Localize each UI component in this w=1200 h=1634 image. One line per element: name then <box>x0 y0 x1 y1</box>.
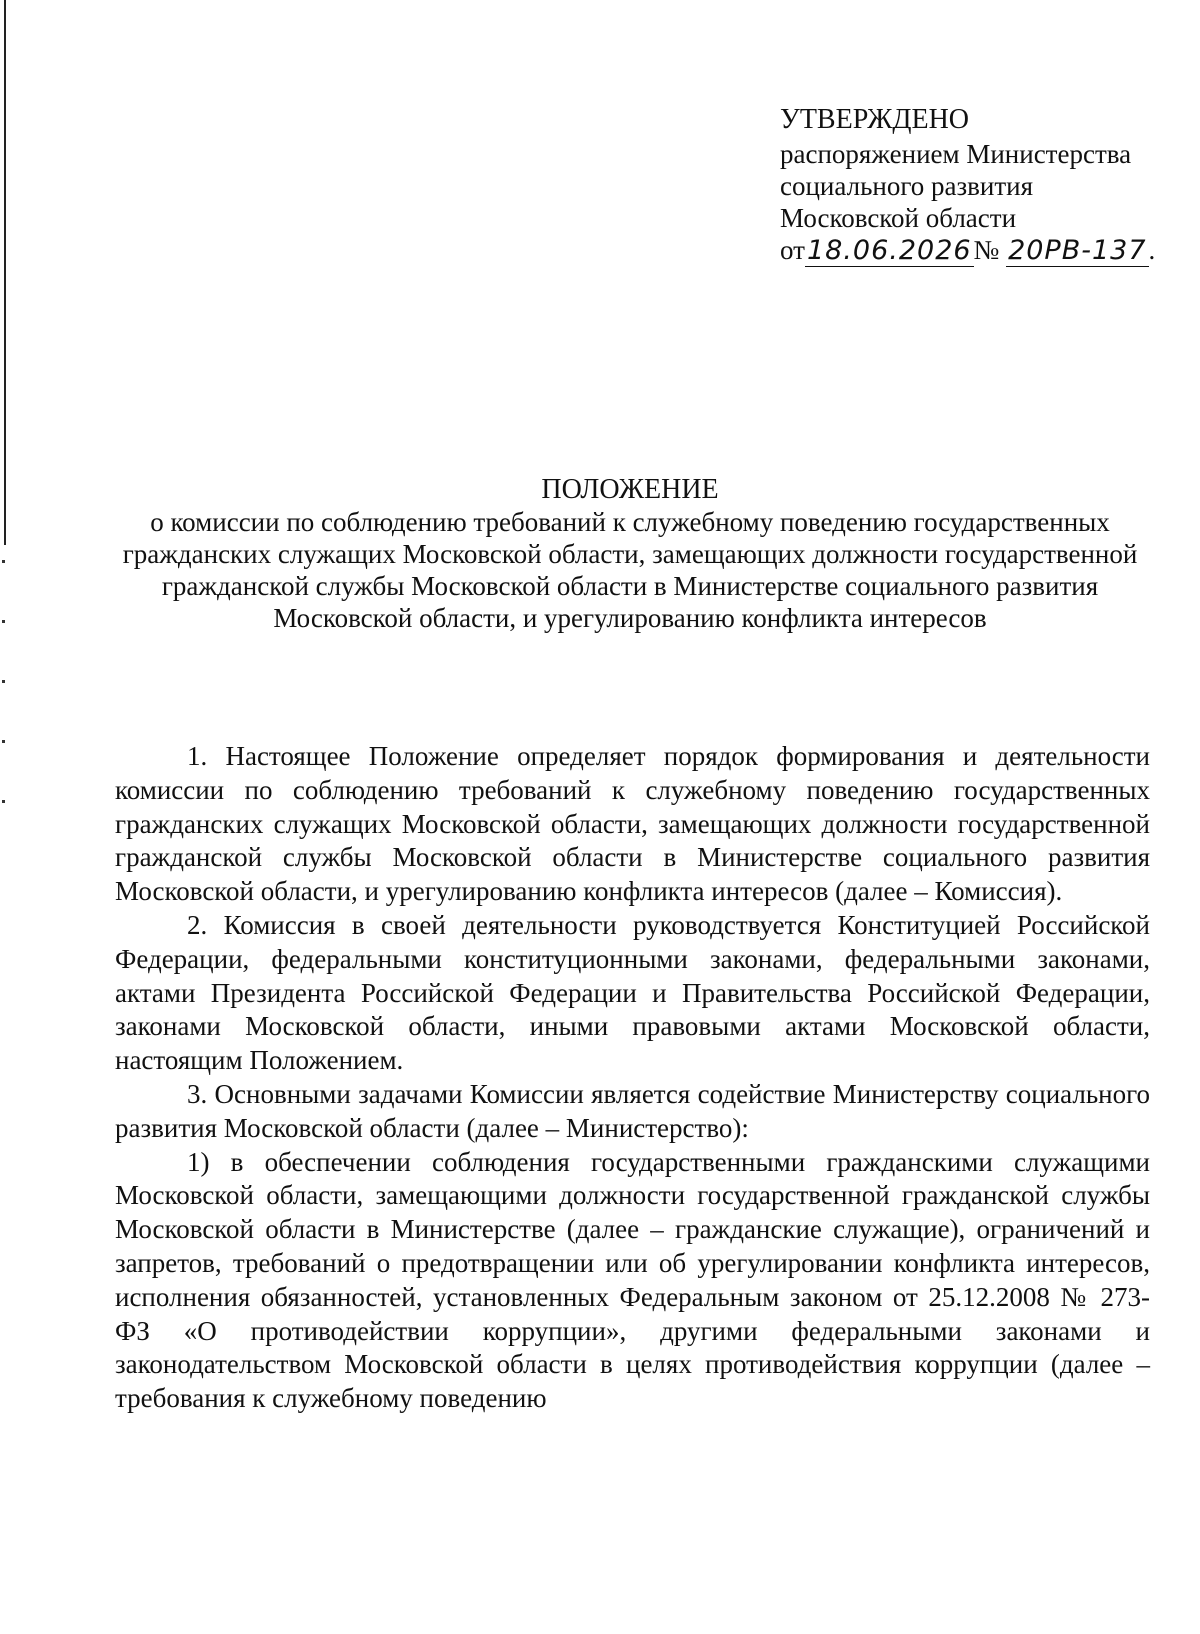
approval-heading: УТВЕРЖДЕНО <box>780 104 970 135</box>
document-title-block <box>110 474 1150 634</box>
document-body <box>115 740 1150 1416</box>
handwritten-date: 18.06.2026 <box>806 235 972 266</box>
scan-edge-marks <box>2 560 5 860</box>
approval-line-1: распоряжением Министерства <box>780 139 1132 169</box>
paragraph-3-1: 1) в обеспечении соблюдения государственными гражданскими служащими Московской области, замещающими должности государственной гражданской службы Московской области в Министерстве (далее – гражданские служащие), ограничений и запретов, требований о предотвращении или об урегулировании конфликта интересов, исполнения обязанностей, установленных Федеральным законом от 25.12.2008 № 273-ФЗ «О противодействии коррупции», другими федеральными законами и законодательством Московской области в целях противодействия коррупции (далее – требования к служебному поведению <box>115 1146 1150 1414</box>
number-prefix: № <box>973 235 1000 265</box>
approval-date-line: от18.06.2026№ 20РВ-137. <box>780 235 1156 266</box>
date-prefix: от <box>780 235 805 265</box>
document-title: ПОЛОЖЕНИЕ <box>541 474 719 505</box>
scan-edge-line <box>4 0 6 545</box>
paragraph-3: 3. Основными задачами Комиссии является содействие Министерству социального развития Московской области (далее – Министерство): <box>115 1078 1150 1143</box>
approval-line-3: Московской области <box>780 203 1017 233</box>
handwritten-number: 20РВ-137 <box>1008 235 1147 266</box>
approval-line-2: социального развития <box>780 171 1034 201</box>
approval-stamp-block <box>780 104 1190 267</box>
paragraph-1: 1. Настоящее Положение определяет порядок формирования и деятельности комиссии по соблюдению требований к служебному поведению государственных гражданских служащих Московской области, замещающих должности государственной гражданской службы Московской области в Министерстве социального развития Московской области, и урегулированию конфликта интересов (далее – Комиссия). <box>115 741 1150 907</box>
document-subtitle: о комиссии по соблюдению требований к служебному поведению государственных гражданских служащих Московской области, замещающих должности государственной гражданской службы Московской области в Министерстве социального развития Московской области, и урегулированию конфликта интересов <box>122 507 1138 633</box>
paragraph-2: 2. Комиссия в своей деятельности руководствуется Конституцией Российской Федерации, федеральными конституционными законами, федеральными законами, актами Президента Российской Федерации и Правительства Российской Федерации, законами Московской области, иными правовыми актами Московской области, настоящим Положением. <box>115 909 1150 1076</box>
